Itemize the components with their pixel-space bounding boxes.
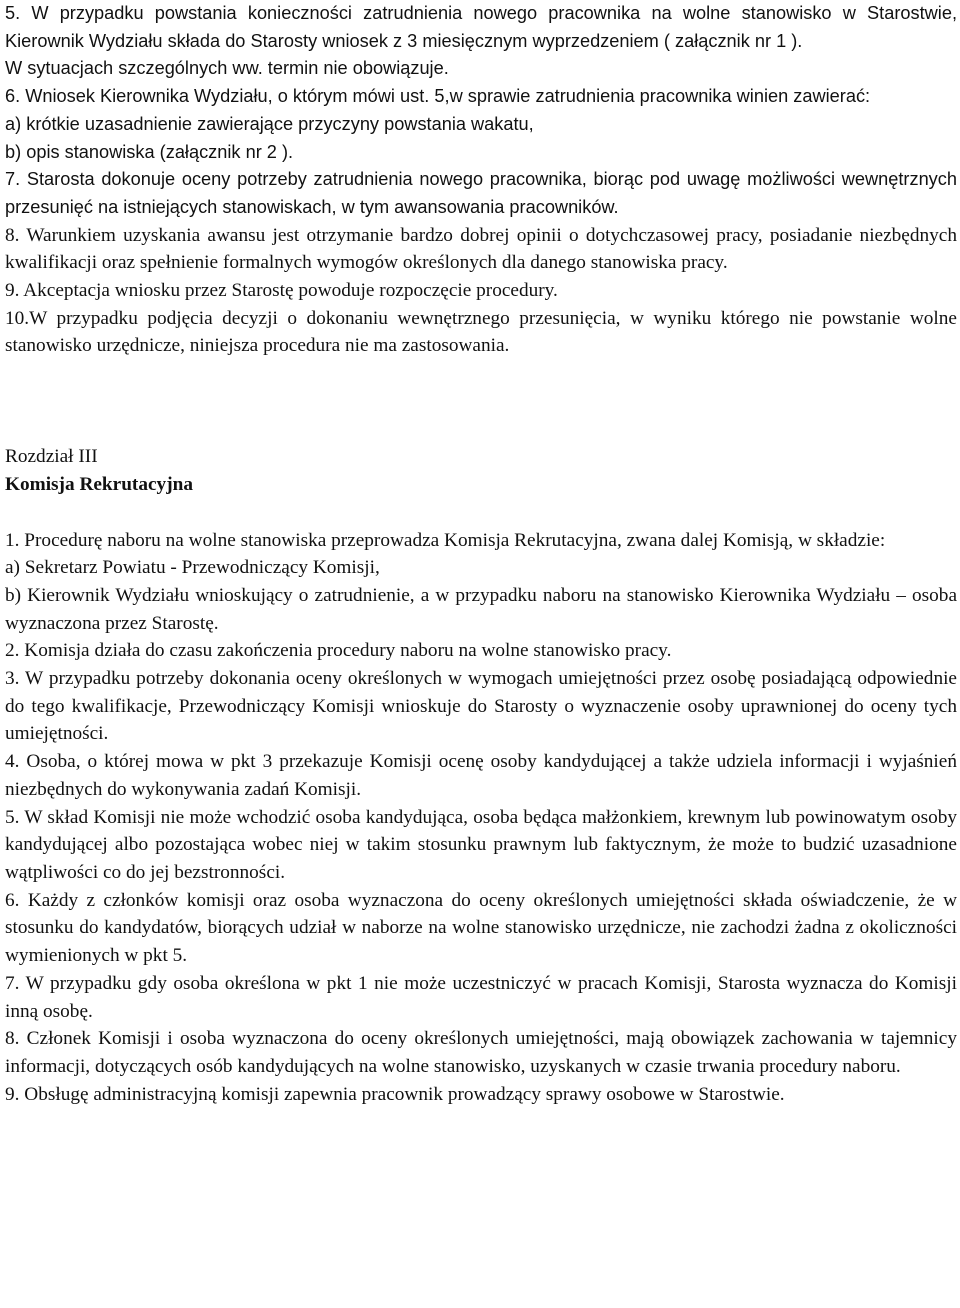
- paragraph-5-note: W sytuacjach szczególnych ww. termin nie obowiązuje.: [5, 58, 449, 79]
- commission-paragraph-7: 7. W przypadku gdy osoba określona w pkt 1 nie może uczestniczyć w pracach Komisji, Starosta wyznacza do Komisji inną osobę.: [5, 972, 957, 1022]
- paragraph-6: 6. Wniosek Kierownika Wydziału, o którym mówi ust. 5,w sprawie zatrudnienia pracownika winien zawierać:: [5, 86, 871, 107]
- commission-paragraph-2: 2. Komisja działa do czasu zakończenia procedury naboru na wolne stanowisko pracy.: [5, 640, 672, 662]
- paragraph-10: 10.W przypadku podjęcia decyzji o dokonaniu wewnętrznego przesunięcia, w wyniku którego nie powstanie wolne stanowisko urzędnicze, niniejsza procedura nie ma zastosowania.: [5, 307, 957, 357]
- commission-paragraph-6: 6. Każdy z członków komisji oraz osoba wyznaczona do oceny określonych umiejętności składa oświadczenie, że w stosunku do kandydatów, biorących udział w naborze na wolne stanowisko urzędnicze, nie zachodzi żadna z okoliczności wymienionych w pkt 5.: [5, 889, 957, 967]
- document-page: [5, 0, 957, 1108]
- commission-paragraph-5: 5. W skład Komisji nie może wchodzić osoba kandydująca, osoba będąca małżonkiem, krewnym lub powinowatym osoby kandydującej albo pozostająca wobec niej w takim stosunku prawnym lub faktycznym, że może to budzić uzasadnione wątpliwości co do jej bezstronności.: [5, 806, 957, 883]
- commission-item-a: a) Sekretarz Powiatu - Przewodniczący Komisji,: [5, 557, 380, 579]
- commission-paragraph-8: 8. Członek Komisji i osoba wyznaczona do oceny określonych umiejętności, mają obowiązek zachowania w tajemnicy informacji, dotyczących osób kandydujących na wolne stanowisko, uzyskanych w czasie trwania procedury naboru.: [5, 1028, 957, 1077]
- paragraph-8: 8. Warunkiem uzyskania awansu jest otrzymanie bardzo dobrej opinii o dotychczasowej pracy, posiadanie niezbędnych kwalifikacji oraz spełnienie formalnych wymogów określonych dla danego stanowiska pracy.: [5, 224, 957, 274]
- paragraph-6-item-b: b) opis stanowiska (załącznik nr 2 ).: [5, 141, 294, 162]
- commission-paragraph-4: 4. Osoba, o której mowa w pkt 3 przekazuje Komisji ocenę osoby kandydującej a także udziela informacji i wyjaśnień niezbędnych do wykonywania zadań Komisji.: [5, 751, 957, 800]
- chapter-spacer: [5, 499, 957, 527]
- commission-paragraph-3: 3. W przypadku potrzeby dokonania oceny określonych w wymogach umiejętności przez osobę posiadającą odpowiednie do tego kwalifikacje, Przewodniczący Komisji wnioskuje do Starosty o wyznaczenie osoby uprawnionej do oceny tych umiejętności.: [5, 668, 957, 745]
- commission-item-b: b) Kierownik Wydziału wnioskujący o zatrudnienie, a w przypadku naboru na stanowisko Kierownika Wydziału – osoba wyznaczona przez Starostę.: [5, 584, 957, 634]
- section-spacer: [5, 360, 957, 443]
- chapter-title: Komisja Rekrutacyjna: [5, 473, 193, 495]
- paragraph-7: 7. Starosta dokonuje oceny potrzeby zatrudnienia nowego pracownika, biorąc pod uwagę możliwości wewnętrznych przesunięć na istniejących stanowiskach, w tym awansowania pracowników.: [5, 169, 957, 217]
- commission-paragraph-9: 9. Obsługę administracyjną komisji zapewnia pracownik prowadzący sprawy osobowe w Starostwie.: [5, 1083, 785, 1105]
- chapter-number: Rozdział III: [5, 446, 98, 468]
- paragraph-6-item-a: a) krótkie uzasadnienie zawierające przyczyny powstania wakatu,: [5, 113, 534, 134]
- commission-paragraph-1: 1. Procedurę naboru na wolne stanowiska przeprowadza Komisja Rekrutacyjna, zwana dalej Komisją, w składzie:: [5, 529, 886, 551]
- paragraph-5: 5. W przypadku powstania konieczności zatrudnienia nowego pracownika na wolne stanowisko w Starostwie, Kierownik Wydziału składa do Starosty wniosek z 3 miesięcznym wyprzedzeniem ( załącznik nr 1 ).: [5, 3, 957, 51]
- paragraph-9: 9. Akceptacja wniosku przez Starostę powoduje rozpoczęcie procedury.: [5, 280, 558, 302]
